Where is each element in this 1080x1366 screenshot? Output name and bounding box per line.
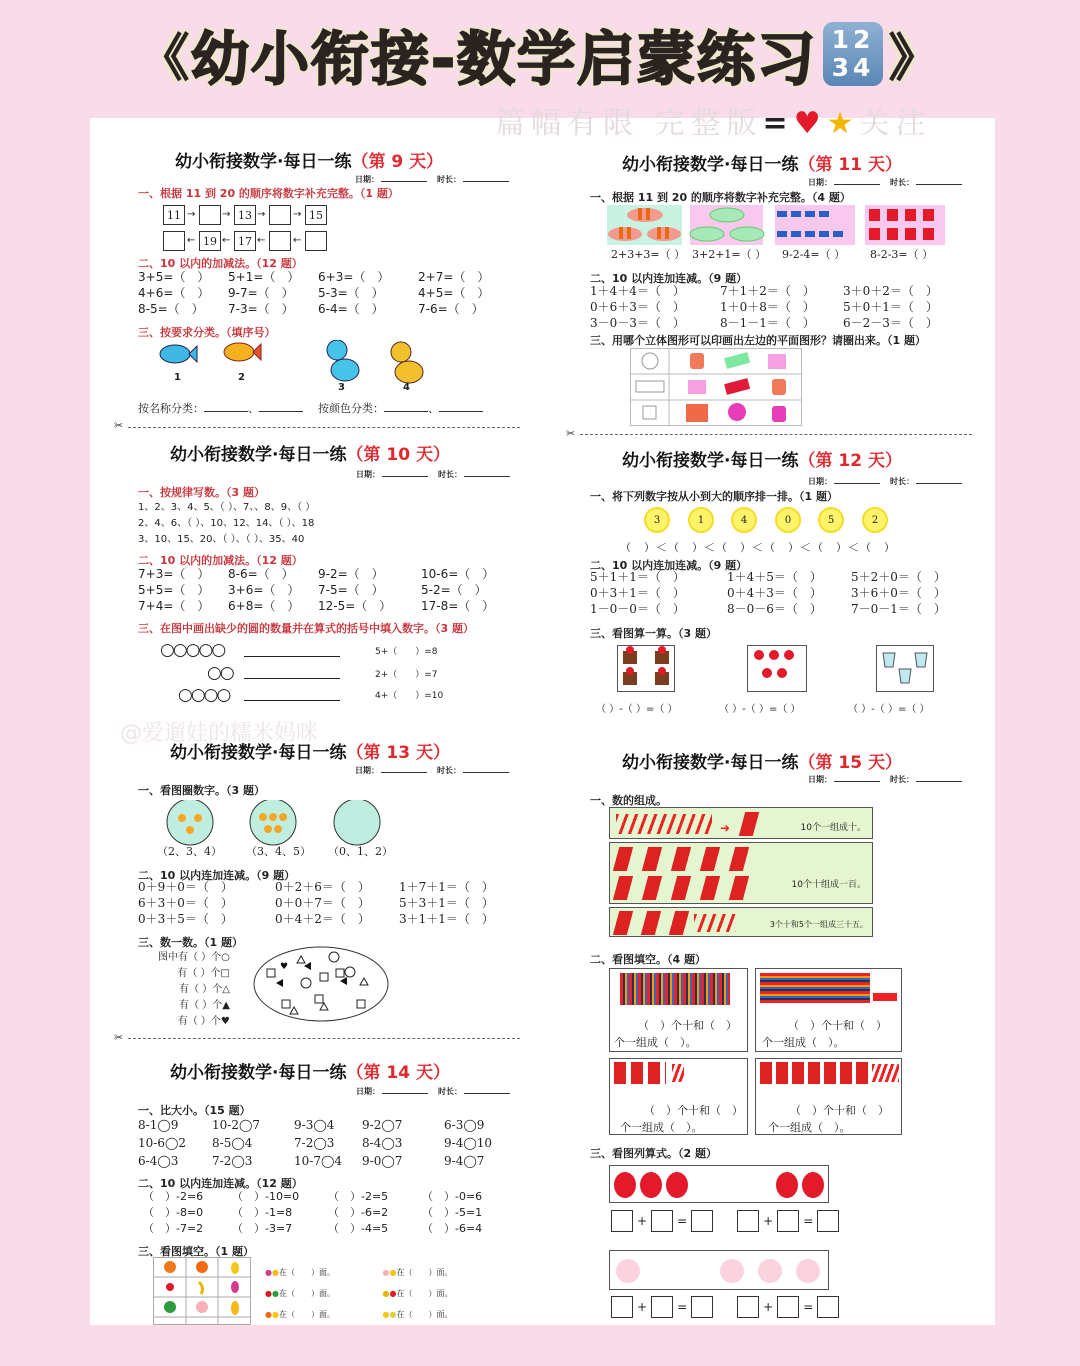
section-heading: 一、根据 11 到 20 的顺序将数字补充完整。（4 题） (590, 191, 851, 204)
section-heading: 三、按要求分类。（填序号） (138, 326, 276, 339)
equation: 3＋6＋0＝（ ） (851, 586, 946, 600)
bracket-right: 》 (889, 29, 942, 87)
equation: 6－2－3＝（ ） (843, 316, 938, 330)
fill-box (609, 1058, 748, 1135)
yellow-fish-icon (224, 343, 254, 361)
equation: 9-2=（ ） (318, 567, 384, 581)
banner-subtitle (495, 98, 932, 142)
compare-item: 9-4◯7 (444, 1154, 485, 1168)
section-heading: 二、10 以内连加连减。（9 题） (138, 869, 296, 882)
equation: 7-3=（ ） (228, 302, 294, 316)
date-duration: 日期： 时长： (355, 174, 519, 185)
equation: 0＋4＋3＝（ ） (727, 586, 822, 600)
count-row: 有（ ）个♥ (177, 1016, 230, 1027)
answer-box (651, 1296, 673, 1318)
equation: 1＋7＋1＝（ ） (399, 880, 494, 894)
count-row: 图中有（ ）个○ (158, 952, 230, 963)
pencils-icon (872, 1064, 899, 1082)
arrow-left-icon: ← (257, 235, 266, 246)
fruit-position-sentences (265, 1262, 500, 1325)
compare-item: 7-2◯3 (294, 1136, 335, 1150)
equals-sign: = (762, 106, 794, 141)
strawberries-picture (609, 1165, 829, 1203)
equation-blanks (611, 1296, 839, 1318)
pencil-bundles-icon (613, 911, 693, 935)
equation: 2+7=（ ） (418, 270, 490, 284)
number-pattern: 1、2、3、4、5、（ ）、7、、8、9、（ ） (138, 502, 316, 513)
section-heading: 二、10 以内的加减法。（12 题） (138, 554, 303, 567)
section-heading: 一、数的组成。 (590, 794, 667, 807)
compare-item-grid (138, 1118, 504, 1169)
arrow-right-icon: → (293, 209, 302, 220)
fill-text: （ ）个十和（ ） (644, 1104, 743, 1117)
sort-by-name: 按名称分类： 、 (138, 400, 303, 416)
equation: 6+8=（ ） (228, 599, 300, 613)
equation: （ ）-2=6 (143, 1190, 204, 1203)
equation: 3+5=（ ） (138, 270, 210, 284)
equation: 0＋2＋6＝（ ） (275, 880, 370, 894)
circle-row: ○○○○ (178, 685, 230, 705)
solid-shapes-table (630, 348, 802, 426)
yellow-cat-icon (391, 342, 411, 362)
compare-item: 9-4◯10 (444, 1136, 493, 1150)
arrow-right-icon: → (187, 209, 196, 220)
equation: 7＋1＋2＝（ ） (720, 284, 815, 298)
cut-line (580, 434, 972, 435)
fill-text: （ ）个十和（ ） (638, 1019, 737, 1032)
plus-sign: + (763, 1300, 774, 1314)
pencil-bundles-icon (760, 1062, 872, 1084)
subtitle-text: 篇幅有限 完整版 (495, 106, 763, 141)
compare-item: 8-1◯9 (138, 1118, 179, 1132)
equation: 7+3=（ ） (138, 567, 210, 581)
follow-text: 关注 (859, 106, 932, 141)
number-box (163, 231, 185, 251)
compare-item: 8-4◯3 (362, 1136, 403, 1150)
animal-label: 1 (174, 372, 181, 383)
equation-grid (138, 880, 519, 927)
equation: 0＋3＋1＝（ ） (590, 586, 685, 600)
arrow-right-icon: → (257, 209, 266, 220)
fruit-sentence: ●●在（ ）面。 (382, 1289, 453, 1298)
answer-box (777, 1210, 799, 1232)
count-row-grid (158, 950, 230, 1029)
equation: （ ）-0=6 (422, 1190, 483, 1203)
equation: 5+5=（ ） (138, 583, 210, 597)
animal-label: 4 (403, 382, 410, 393)
blue-fish-icon (160, 345, 190, 363)
answer-line (244, 678, 340, 679)
shapes-oval-picture (252, 945, 390, 1023)
compare-item: 9-0◯7 (362, 1154, 403, 1168)
star-icon: ★ (826, 106, 860, 141)
sheet-title-day13: 幼小衔接数学·每日一练（第 13 天） (170, 743, 450, 763)
mixed-row (609, 907, 873, 937)
chick-number: 1 (688, 507, 714, 533)
animal-label: 3 (338, 382, 345, 393)
equation: （ ）-2=5 (328, 1190, 389, 1203)
picture-equation: （ ）-（ ）=（ ） (719, 704, 801, 715)
count-row: 有（ ）个▲ (179, 1000, 230, 1011)
keycap-top: 12 (831, 25, 875, 54)
plus-sign: + (763, 1214, 774, 1228)
equation: 6＋3＋0＝（ ） (138, 896, 233, 910)
equation: 5-2=（ ） (421, 583, 487, 597)
compare-item: 6-3◯9 (444, 1118, 485, 1132)
strawberry-icon (640, 1172, 662, 1198)
pencil-bundles-icon (614, 1062, 666, 1084)
date-duration: 日期： 时长： (808, 177, 972, 188)
equation: 17-8=（ ） (421, 599, 495, 613)
equation: 1－0－0＝（ ） (590, 602, 685, 616)
equation: 1＋0＋8＝（ ） (720, 300, 815, 314)
circle-row: ○○ (207, 663, 233, 683)
answer-box (777, 1296, 799, 1318)
equation: 0＋4＋2＝（ ） (275, 912, 370, 926)
section-heading: 三、看图算一算。（3 题） (590, 627, 717, 640)
compare-item: 10-2◯7 (212, 1118, 261, 1132)
chick-number: 5 (818, 507, 844, 533)
count-row: 有（ ）个△ (179, 984, 230, 995)
arrow-right-icon: → (222, 209, 231, 220)
equation: 8-6=（ ） (228, 567, 294, 581)
equation: 8－1－1＝（ ） (720, 316, 815, 330)
bundles-row (609, 842, 873, 904)
section-heading: 三、看图列算式。（2 题） (590, 1147, 717, 1160)
date-duration: 日期： 时长： (808, 774, 972, 785)
compare-item: 7-2◯3 (212, 1154, 253, 1168)
section-heading: 二、10 以内连加连减。（12 题） (138, 1177, 303, 1190)
equation: 3＋1＋1＝（ ） (399, 912, 494, 926)
counting-objects (607, 205, 947, 245)
equation: 4+5=（ ） (418, 286, 490, 300)
blue-cat-icon (327, 340, 347, 360)
number-box (199, 205, 221, 225)
number-box: 17 (234, 231, 256, 251)
bowl-options: （0、1、2） (328, 845, 393, 858)
equation: （ ）-5=1 (422, 1206, 483, 1219)
books-icon (620, 973, 730, 1005)
arrow-left-icon: ← (293, 235, 302, 246)
section-heading: 二、看图填空。（4 题） (590, 953, 706, 966)
scissors-icon: ✂ (566, 427, 576, 440)
date-duration: 日期： 时长： (356, 1086, 520, 1097)
scissors-icon: ✂ (114, 1031, 124, 1044)
section-heading: 三、用哪个立体图形可以印画出左边的平面图形？请圈出来。（1 题） (590, 334, 926, 347)
chick-number: 0 (775, 507, 801, 533)
pencil-bundles-icon (613, 847, 759, 871)
sort-by-color: 按颜色分类： 、 (318, 400, 483, 416)
fish-bowls-picture (160, 800, 390, 846)
strawberry-icon (776, 1172, 798, 1198)
equation: 6+3=（ ） (318, 270, 390, 284)
fish-bowl-icon (250, 800, 296, 845)
equation: 1＋4＋4＝（ ） (590, 284, 685, 298)
equation: 12-5=（ ） (318, 599, 392, 613)
picture-equation: （ ）-（ ）=（ ） (596, 704, 678, 715)
svg-text:♥: ♥ (280, 962, 289, 972)
compare-item: 9-3◯4 (294, 1118, 335, 1132)
number-box: 19 (199, 231, 221, 251)
banner-title-text: 幼小衔接-数学启蒙练习 (190, 25, 818, 93)
equation: 4+（ ）=10 (375, 691, 444, 701)
fruit-sentence: ●●在（ ）面。 (382, 1268, 453, 1277)
arrow-right-icon: ➜ (720, 821, 731, 835)
equation: （ ）-3=7 (232, 1222, 293, 1235)
cut-line (128, 427, 520, 428)
composition-label: 10个十组成一百。 (791, 880, 866, 890)
fill-box (609, 968, 748, 1052)
equation: 0＋0＋7＝（ ） (275, 896, 370, 910)
bowl-options: （3、4、5） (246, 845, 311, 858)
chick-number: 4 (731, 507, 757, 533)
equation: （ ）-7=2 (143, 1222, 204, 1235)
equation: 3＋0＋2＝（ ） (843, 284, 938, 298)
answer-box (817, 1210, 839, 1232)
peach-icon (616, 1259, 640, 1283)
number-box (305, 231, 327, 251)
section-heading: 二、10 以内连加连减。（9 题） (590, 559, 748, 572)
stacked-books-icon (760, 973, 870, 1003)
fruit-sentence: ●●在（ ）面。 (265, 1289, 335, 1298)
peach-icon (796, 1259, 820, 1283)
equation: 5+1=（ ） (228, 270, 300, 284)
picture-equation: 8-2-3=（ ） (870, 248, 934, 261)
sheet-title-day15: 幼小衔接数学·每日一练（第 15 天） (622, 753, 902, 773)
pencils-icon (616, 814, 712, 834)
peach-icon (758, 1259, 782, 1283)
date-duration: 日期： 时长： (808, 476, 972, 487)
equation: 0＋6＋3＝（ ） (590, 300, 685, 314)
fish-bowl-icon (334, 800, 380, 845)
number-box: 15 (305, 205, 327, 225)
picture-equation: 3+2+1=（ ） (692, 248, 767, 261)
plus-sign: + (637, 1300, 648, 1314)
equation: 8－0－6＝（ ） (727, 602, 822, 616)
equation-grid (138, 567, 511, 614)
equation: 8-5=（ ） (138, 302, 204, 316)
sheet-title-day12: 幼小衔接数学·每日一练（第 12 天） (622, 451, 902, 471)
section-heading: 二、10 以内的加减法。（12 题） (138, 257, 303, 270)
equation: 9-7=（ ） (228, 286, 294, 300)
equation-grid (138, 270, 508, 317)
heart-icon: ♥ (793, 106, 827, 141)
picture-equation: 2+3+3=（ ） (611, 248, 686, 261)
composition-label: 3个十和5个一组成三十五。 (769, 920, 868, 929)
answer-box (691, 1296, 713, 1318)
section-heading: 一、比大小。（15 题） (138, 1104, 251, 1117)
compare-item: 9-2◯7 (362, 1118, 403, 1132)
date-duration: 日期： 时长： (356, 469, 520, 480)
number-box (269, 205, 291, 225)
equals-sign: = (803, 1300, 814, 1314)
answer-box (737, 1296, 759, 1318)
equation: 3－0－3＝（ ） (590, 316, 685, 330)
compare-item: 10-7◯4 (294, 1154, 343, 1168)
pencils-icon (694, 914, 736, 932)
strawberry-icon (666, 1172, 688, 1198)
pencil-bundle-icon (739, 812, 759, 836)
pencils-row (609, 807, 873, 839)
sheet-title-day14: 幼小衔接数学·每日一练（第 14 天） (170, 1063, 450, 1083)
fruit-sentence: ●●在（ ）面。 (382, 1310, 453, 1319)
animal-label: 2 (238, 372, 245, 383)
section-heading: 一、按规律写数。（3 题） (138, 486, 265, 499)
equation: （ ）-4=5 (328, 1222, 389, 1235)
compare-item: 10-6◯2 (138, 1136, 187, 1150)
equation: 5-3=（ ） (318, 286, 384, 300)
equation: 7-6=（ ） (418, 302, 484, 316)
equation: 5＋1＋1＝（ ） (590, 570, 685, 584)
section-heading: 一、根据 11 到 20 的顺序将数字补充完整。（1 题） (138, 187, 399, 200)
order-blanks: （ ）＜（ ）＜（ ）＜（ ）＜（ ）＜（ ） (620, 541, 896, 554)
keycap-numbers-icon (823, 22, 883, 86)
equation-blanks (611, 1210, 839, 1232)
equation: 10-6=（ ） (421, 567, 495, 581)
sheet-title-day10: 幼小衔接数学·每日一练（第 10 天） (170, 445, 450, 465)
compare-item: 6-4◯3 (138, 1154, 179, 1168)
fish-bowl-icon (167, 800, 213, 845)
watermark: @爱遛娃的糯米妈咪 (120, 721, 319, 746)
fill-box (755, 968, 902, 1052)
peach-icon (720, 1259, 744, 1283)
strawberry-icon (802, 1172, 824, 1198)
number-box (269, 231, 291, 251)
circle-row: ○○○○○ (160, 640, 225, 660)
equals-sign: = (803, 1214, 814, 1228)
fill-text: 个一组成（ ）。 (614, 1036, 697, 1049)
equation: 0＋3＋5＝（ ） (138, 912, 233, 926)
fill-box (755, 1058, 902, 1135)
number-pattern: 2、4、6、（ ）、10、12、14、（ ）、18 (138, 518, 315, 529)
sheet-title-day11: 幼小衔接数学·每日一练（第 11 天） (622, 155, 902, 175)
fill-text: （ ）个十和（ ） (788, 1019, 887, 1032)
equation: 7-5=（ ） (318, 583, 384, 597)
sheet-title-day9: 幼小衔接数学·每日一练（第 9 天） (175, 152, 444, 172)
arrow-left-icon: ← (187, 235, 196, 246)
fill-text: 个一组成（ ）。 (620, 1121, 703, 1134)
equation: 5+（ ）=8 (375, 647, 438, 657)
fill-text: （ ）个十和（ ） (790, 1104, 889, 1117)
equation: 4+6=（ ） (138, 286, 210, 300)
pencils-icon (672, 1064, 684, 1082)
bracket-left: 《 (138, 29, 191, 87)
compare-item: 8-5◯4 (212, 1136, 253, 1150)
answer-box (817, 1296, 839, 1318)
equation-grid (143, 1189, 502, 1236)
animals-picture (155, 340, 435, 396)
picture-equation: （ ）-（ ）=（ ） (848, 704, 930, 715)
banner-title (100, 14, 980, 94)
section-heading: 三、在图中画出缺少的圆的数量并在算式的括号中填入数字。（3 题） (138, 622, 474, 635)
equation: 3+6=（ ） (228, 583, 300, 597)
equation: 5＋0＋1＝（ ） (843, 300, 938, 314)
equation-grid (590, 570, 961, 617)
pencil-bundles-icon (613, 876, 759, 900)
fruit-sentence: ●●在（ ）面。 (265, 1268, 335, 1277)
section-heading: 二、10 以内连加连减。（9 题） (590, 272, 748, 285)
date-duration: 日期： 时长： (355, 765, 519, 776)
equation: 0＋9＋0＝（ ） (138, 880, 233, 894)
fruit-sentence: ●●在（ ）面。 (265, 1310, 335, 1319)
answer-line (244, 656, 340, 657)
answer-box (611, 1296, 633, 1318)
answer-box (691, 1210, 713, 1232)
answer-box (611, 1210, 633, 1232)
number-box: 11 (163, 205, 185, 225)
equation: （ ）-8=0 (143, 1206, 204, 1219)
section-heading: 三、看图填空。（1 题） (138, 1245, 254, 1258)
answer-box (737, 1210, 759, 1232)
section-heading: 一、将下列数字按从小到大的顺序排一排。（1 题） (590, 490, 838, 503)
chick-number: 2 (862, 507, 888, 533)
equation: 1＋4＋5＝（ ） (727, 570, 822, 584)
peaches-picture (609, 1250, 829, 1290)
equation-grid (590, 284, 953, 331)
equals-sign: = (677, 1214, 688, 1228)
cut-line (128, 1038, 520, 1039)
equation: 5＋3＋1＝（ ） (399, 896, 494, 910)
keycap-bottom: 34 (831, 53, 875, 82)
composition-label: 10个一组成十。 (800, 823, 866, 833)
equation: 2+（ ）=7 (375, 670, 438, 680)
arrow-left-icon: ← (222, 235, 231, 246)
subtraction-objects (617, 645, 937, 692)
equation: 7－0－1＝（ ） (851, 602, 946, 616)
equation: （ ）-1=8 (232, 1206, 293, 1219)
section-heading: 三、数一数。（1 题） (138, 936, 243, 949)
equation: （ ）-10=0 (232, 1190, 300, 1203)
bowl-options: （2、3、4） (157, 845, 222, 858)
answer-line (244, 700, 340, 701)
scissors-icon: ✂ (114, 419, 124, 432)
fill-text: 个一组成（ ）。 (762, 1036, 845, 1049)
plus-sign: + (637, 1214, 648, 1228)
section-heading: 一、看图圈数字。（3 题） (138, 784, 265, 797)
chick-number: 3 (644, 507, 670, 533)
picture-equation: 9-2-4=（ ） (782, 248, 846, 261)
strawberry-icon (614, 1172, 636, 1198)
equation: 5＋2＋0＝（ ） (851, 570, 946, 584)
number-box: 13 (234, 205, 256, 225)
number-pattern: 3、10、15、20、（ ）、（ ）、35、40 (138, 534, 305, 545)
count-row: 有（ ）个□ (177, 968, 230, 979)
fill-text: 个一组成（ ）。 (768, 1121, 851, 1134)
equation: （ ）-6=2 (328, 1206, 389, 1219)
answer-box (651, 1210, 673, 1232)
equals-sign: = (677, 1300, 688, 1314)
equation: 7+4=（ ） (138, 599, 210, 613)
book-icon (873, 993, 897, 1001)
fruit-grid-picture (153, 1257, 253, 1325)
equation: 6-4=（ ） (318, 302, 384, 316)
number-pattern-grid (138, 500, 315, 547)
equation: （ ）-6=4 (422, 1222, 483, 1235)
